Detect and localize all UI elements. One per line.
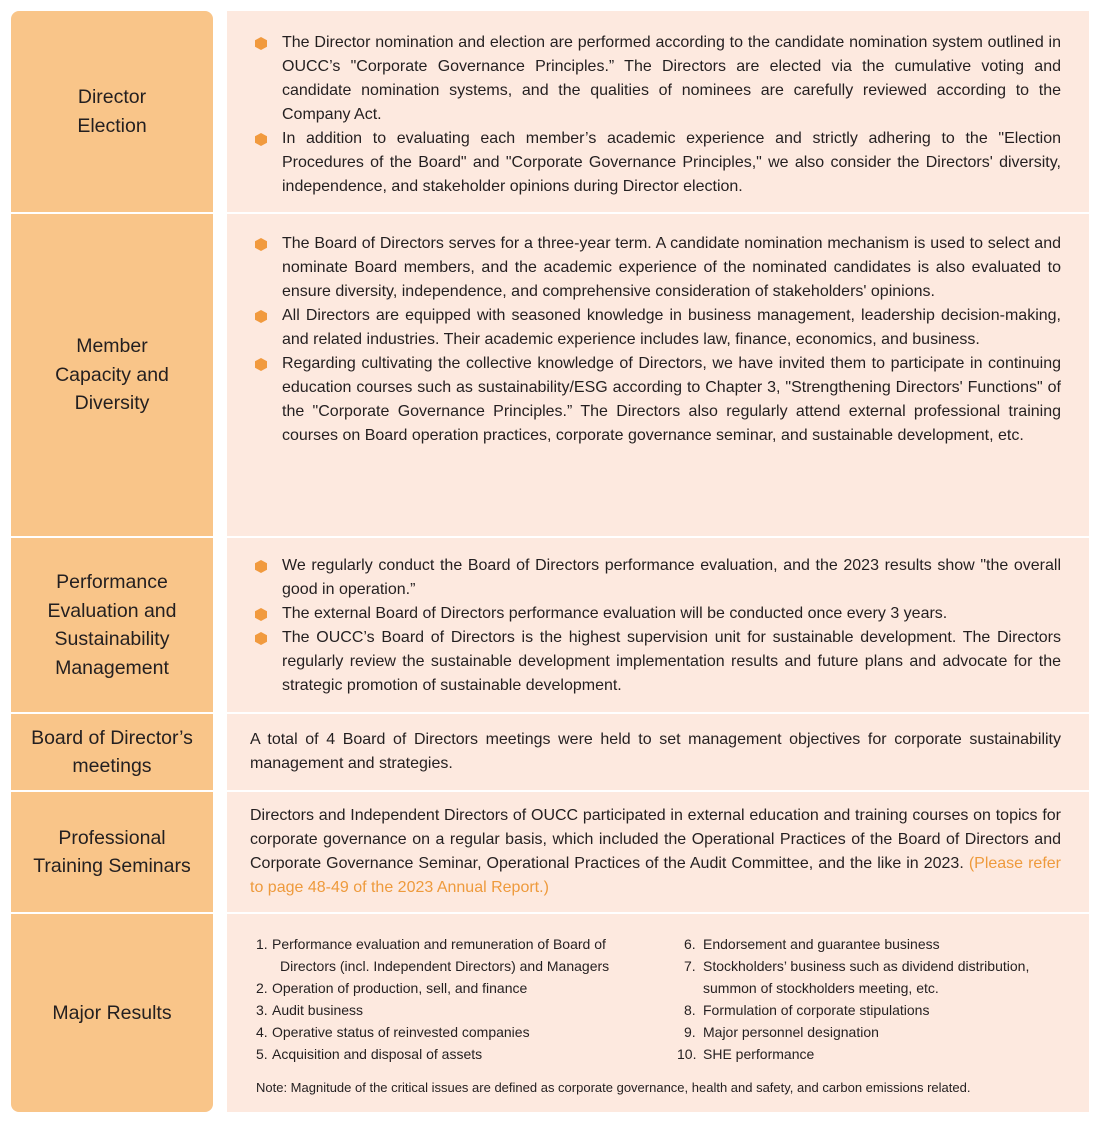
results-column-left	[256, 933, 651, 1065]
bullet-list	[227, 538, 1089, 698]
bullet-item: Regarding cultivating the collective knowledge of Directors, we have invited them to participate in continuing education courses such as sustainability/ESG according to Chapter 3, "Strengthening Directors' Functions" of the "Corporate Governance Principles.” The Directors also regularly attend external professional training courses on Board operation practices, corporate governance seminar, and sustainable development, etc.	[282, 352, 1061, 448]
label-text: Performance Evaluation and Sustainability Management	[47, 571, 177, 679]
label-director-election	[11, 11, 213, 214]
label-text: Board of Director’s meetings	[31, 726, 193, 777]
hexagon-bullet-icon	[255, 358, 267, 371]
content-column	[227, 11, 1089, 1112]
content-performance-evaluation	[227, 538, 1089, 714]
content-member-capacity	[227, 214, 1089, 538]
label-professional-training	[11, 792, 213, 914]
result-item: 2. Operation of production, sell, and finance	[256, 980, 528, 996]
results-note: Note: Magnitude of the critical issues are defined as corporate governance, health and safety, and carbon emissions related.	[256, 1080, 971, 1095]
result-item: 6. Endorsement and guarantee business	[684, 936, 940, 952]
training-paragraph	[227, 804, 1089, 900]
hexagon-bullet-icon	[255, 37, 267, 50]
bullet-item: The external Board of Directors performance evaluation will be conducted once every 3 years.	[282, 602, 1061, 626]
label-member-capacity	[11, 214, 213, 538]
content-professional-training	[227, 792, 1089, 914]
content-major-results	[227, 914, 1089, 1112]
bullet-item: The Director nomination and election are performed according to the candidate nomination system outlined in OUCC’s "Corporate Governance Principles.” The Directors are elected via the cumulative voting and candidate nomination systems, and the qualities of nominees are carefully reviewed according to the Company Act.	[282, 31, 1061, 127]
hexagon-bullet-icon	[255, 310, 267, 323]
label-text: Member Capacity and Diversity	[55, 335, 169, 415]
meetings-text: A total of 4 Board of Directors meetings were held to set management objectives for corporate sustainability management and strategies.	[250, 731, 1061, 772]
label-text: Director Election	[77, 86, 147, 137]
result-item: 10. SHE performance	[677, 1046, 815, 1062]
content-board-meetings	[227, 714, 1089, 792]
bullet-item: In addition to evaluating each member’s academic experience and strictly adhering to the "Election Procedures of the Board" and "Corporate Governance Principles," we also consider the Directors' diversity, independence, and stakeholder opinions during Director election.	[282, 127, 1061, 199]
label-text: Professional Training Seminars	[33, 826, 191, 877]
result-item: 1. Performance evaluation and remuneration of Board of Directors (incl. Independent Directors) and Managers	[256, 936, 610, 974]
hexagon-bullet-icon	[255, 632, 267, 645]
results-list	[227, 914, 1089, 1095]
annual-report-reference: (Please refer to page 48-49 of the 2023 Annual Report.)	[250, 855, 1061, 896]
hexagon-bullet-icon	[255, 133, 267, 146]
results-column-right	[677, 933, 1077, 1065]
bullet-item: We regularly conduct the Board of Directors performance evaluation, and the 2023 results show "the overall good in operation.”	[282, 554, 1061, 602]
row-labels-column	[11, 11, 213, 1112]
bullet-list	[227, 214, 1089, 448]
content-director-election	[227, 11, 1089, 214]
result-item: 7. Stockholders’ business such as dividend distribution, summon of stockholders meeting, etc.	[684, 958, 1030, 996]
bullet-item: The OUCC’s Board of Directors is the highest supervision unit for sustainable development. The Directors regularly review the sustainable development implementation results and future plans and advocate for the strategic promotion of sustainable development.	[282, 626, 1061, 698]
result-item: 4. Operative status of reinvested companies	[256, 1024, 530, 1040]
training-text: Directors and Independent Directors of OUCC participated in external education and training courses on topics for corporate governance on a regular basis, which included the Operational Practices of the Board of Directors and Corporate Governance Seminar, Operational Practices of the Audit Committee, and the like in 2023.	[250, 807, 1061, 872]
label-text: Major Results	[52, 1001, 172, 1024]
hexagon-bullet-icon	[255, 238, 267, 251]
hexagon-bullet-icon	[255, 608, 267, 621]
label-board-meetings	[11, 714, 213, 792]
result-item: 3. Audit business	[256, 1002, 364, 1018]
hexagon-bullet-icon	[255, 560, 267, 573]
bullet-item: All Directors are equipped with seasoned knowledge in business management, leadership decision-making, and related industries. Their academic experience includes law, finance, economics, and business.	[282, 304, 1061, 352]
bullet-list	[227, 11, 1089, 199]
label-performance-evaluation	[11, 538, 213, 714]
result-item: 5. Acquisition and disposal of assets	[256, 1046, 483, 1062]
label-major-results	[11, 914, 213, 1112]
result-item: 9. Major personnel designation	[684, 1024, 879, 1040]
result-item: 8. Formulation of corporate stipulations	[684, 1002, 930, 1018]
bullet-item: The Board of Directors serves for a three-year term. A candidate nomination mechanism is used to select and nominate Board members, and the academic experience of the nominated candidates is also evaluated to ensure diversity, independence, and comprehensive consideration of stakeholders' opinions.	[282, 232, 1061, 304]
